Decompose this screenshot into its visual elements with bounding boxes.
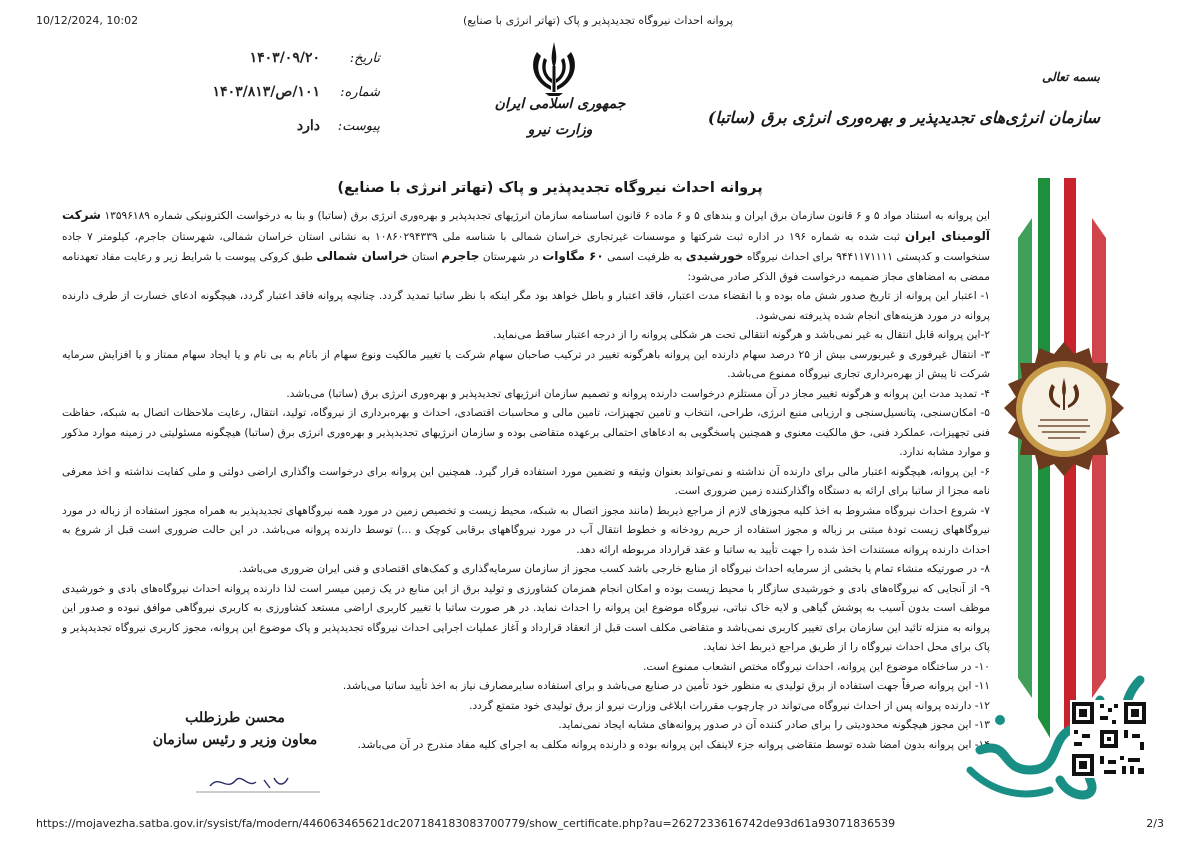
meta-date-row xyxy=(150,50,380,84)
document-body xyxy=(62,206,990,755)
letter-meta xyxy=(150,50,380,152)
meta-number-value: ۱۰۱/ص/۱۴۰۳/۸۱۳ xyxy=(212,84,320,100)
document-title: پروانه احداث نیروگاه تجدیدپذیر و پاک (تهاتر انرژی با صنایع) xyxy=(337,180,763,196)
plant-type: خورشیدی xyxy=(685,249,744,263)
clause: ۳- انتقال غیرفوری و غیربورسی بیش از ۲۵ درصد سهام دارنده این پروانه باهرگونه تغییر در ترکیب صاحبان سهام شرکت یا تغییر مالکیت ونوع سهام از بانام به بی نام و یا ایجاد سهام ممتاز و یا افزایش سرمایه شرکت تا پیش از بهره‌برداری تجاری نیروگاه ممنوع می‌باشد. xyxy=(62,348,990,380)
letterhead xyxy=(60,38,1140,168)
intro-part-6: طبق کروکی پیوست با شرایط زیر و رعایت مفاد تعهدنامه ممضی به امضاهای مجاز ضمیمه درخواست فوق الذکر صادر می‌شود: xyxy=(62,251,990,283)
intro-part-2: ثبت شده به شماره ۱۹۶ در اداره ثبت شرکتها و موسسات غیرتجاری خراسان شمالی با شناسه ملی ۱۰۸۶۰۲۹۴۳۳۹ به نشانی استان خراسان شمالی، شهرستان جاجرم، کیلومتر ۷ جاده سنخواست و کدپستی ۹۴۴۱۱۷۱۱۱۱ برای احداث نیروگاه xyxy=(62,230,991,263)
clause: ۸- در صورتیکه منشاء تمام یا بخشی از سرمایه احداث نیروگاه از منابع خارجی باشد کسب مجوز از سازمان سرمایه‌گذاری و کمک‌های اقتصادی و فنی ایران ضروری می‌باشد. xyxy=(238,563,990,575)
intro-part-4: در شهرستان xyxy=(482,251,539,263)
print-page-number: 2/3 xyxy=(1146,817,1164,830)
clause: ۱۳- این مجوز هیچگونه محدودیتی را برای صادر کننده آن در صدور پروانه‌های مشابه ایجاد نمی‌نماید. xyxy=(558,719,990,731)
clause: ۱۴- این پروانه بدون امضا شده توسط متقاضی پروانه جزء لاینفک این پروانه بوده و دارنده پروانه مکلف به اجرای کلیه مفاد مندرج در آن می‌باشد. xyxy=(357,738,990,751)
clause: ۱۲- دارنده پروانه پس از احداث نیروگاه می‌تواند در چارچوب مقررات ابلاغی وزارت نیرو از برق تولیدی خود متمتع گردد. xyxy=(469,699,990,712)
clause: ۵- امکان‌سنجی، پتانسیل‌سنجی و ارزیابی منبع انرژی، طراحی، انتخاب و تامین تجهیزات، تامین مالی و محاسبات اقتصادی، احداث و بهره‌برداری از نیروگاه، تولید، انتقال، رعایت ملاحظات اتصال به شبکه، حفاظت فنی تجهیزات، عملکرد فنی، حق مالکیت معنوی و همچنین پاسخگویی به ادعاهای احتمالی برعهده متقاضی بوده و سازمان انرژیهای تجدیدپذیر و بهره‌وری انرژی برق (ساتبا) هیچگونه مسئولیتی در زمینه موارد مذکور و موارد مشابه ندارد. xyxy=(62,407,990,458)
org-name: سازمان انرژی‌های تجدیدپذیر و بهره‌وری انرژی برق (ساتبا) xyxy=(707,108,1100,127)
clause: ۲-این پروانه قابل انتقال به غیر نمی‌باشد و هرگونه انتقالی تحت هر شکلی پروانه را از درجه اعتبار ساقط می‌نماید. xyxy=(493,329,990,341)
meta-date-value: ۱۴۰۳/۰۹/۲۰ xyxy=(249,50,320,66)
print-datetime: 10/12/2024, 10:02 xyxy=(36,14,139,27)
qr-code-icon xyxy=(1070,700,1148,778)
capacity: ۶۰ مگاوات xyxy=(542,249,604,263)
intro-part-3: به ظرفیت اسمی xyxy=(607,251,683,263)
print-header xyxy=(36,14,1160,32)
intro-part-5: استان xyxy=(411,251,438,263)
official-seal-icon xyxy=(994,340,1134,480)
province: خراسان شمالی xyxy=(316,249,409,263)
signatory-name: محسن طرزطلب xyxy=(185,710,285,726)
clause: ۱۱- این پروانه صرفاً جهت استفاده از برق تولیدی به منظور خود تأمین در صنایع می‌باشد و برای استفاده سایرمصارف نیاز به اخذ تأیید ساتبا می‌باشد. xyxy=(342,680,990,692)
clause: ۴- تمدید مدت این پروانه و هرگونه تغییر مجاز در آن مستلزم درخواست دارنده پروانه و تصمیم سازمان انرژیهای تجدیدپذیر و بهره‌وری انرژی برق (ساتبا) می‌باشد. xyxy=(286,387,990,400)
intro-paragraph xyxy=(62,206,990,287)
signature-scribble xyxy=(190,768,330,796)
print-url: https://mojavezha.satba.gov.ir/sysist/fa/modern/446063465621dc207184183083700779/show_certificate.php?au=2627233616742de93d61a93071836539 xyxy=(36,817,896,830)
meta-attachment-row xyxy=(150,118,380,152)
signatory-position: معاون وزیر و رئیس سازمان xyxy=(152,732,318,748)
emblem-block xyxy=(485,38,635,158)
intro-part-1: این پروانه به استناد مواد ۵ و ۶ قانون سازمان برق ایران و بندهای ۵ و ۶ ماده ۶ قانون اساسنامه سازمان انرژیهای تجدیدپذیر و بهره‌وری انرژی برق (ساتبا) و بنا به درخواست الکترونیکی شماره ۱۳۵۹۶۱۸۹ xyxy=(104,210,990,222)
emblem-ministry: وزارت نیرو xyxy=(527,122,593,138)
meta-attachment-value: دارد xyxy=(296,118,320,134)
meta-date-label: تاریخ: xyxy=(349,51,380,66)
clause: ۱- اعتبار این پروانه از تاریخ صدور شش ماه بوده و با انقضاء مدت اعتبار، فاقد اعتبار و باطل خواهد بود مگر اینکه با نظر ساتبا تمدید گردد. چنانچه پروانه فاقد اعتبار گردد، هیچگونه ادعای خسارت از طرف دارنده پروانه در مورد هزینه‌های انجام شده پذیرفته نمی‌شود. xyxy=(62,290,990,322)
print-page-title: پروانه احداث نیروگاه تجدیدپذیر و پاک (تهاتر انرژی با صنایع) xyxy=(462,14,734,27)
clause: ۱۰- در ساختگاه موضوع این پروانه، احداث نیروگاه مختص انشعاب ممنوع است. xyxy=(643,660,990,673)
clause: ۹- از آنجایی که نیروگاه‌های بادی و خورشیدی سازگار با محیط زیست بوده و امکان انجام همزمان کشاورزی و تولید برق از این منابع در یک زمین میسر است لذا دارنده پروانه احداث نیروگاه‌های بادی و خورشیدی موظف است بدون آسیب به پوشش گیاهی و لایه خاک نباتی، نیروگاه موضوع این پروانه را احداث نماید. در هر صورت ساتبا با تغییر کاربری اراضی مستعد کشاورزی به کاربری نیروگاهی موافق نبوده و صدور این پروانه به منزله تائید این سازمان برای تغییر کاربری نمی‌باشد و متقاضی مکلف است قبل از انعقاد قرارداد و آغاز عملیات اجرایی احداث نیروگاه تجدیدپذیر و پاک موضوع این پروانه، مجوز کاربری نیروگاه تجدیدپذیر و پاک برای محل احداث نیروگاه را از طریق مراجع ذیربط اخذ نماید. xyxy=(62,582,990,653)
signature-block xyxy=(150,710,320,748)
print-footer xyxy=(36,817,1164,833)
org-block xyxy=(708,70,1100,127)
emblem-country: جمهوری اسلامی ایران xyxy=(494,96,626,112)
company-prefix: شرکت xyxy=(62,208,101,222)
clause: ۷- شروع احداث نیروگاه مشروط به اخذ کلیه مجوزهای لازم از مراجع ذیربط (مانند مجوز اتصال به شبکه، محیط زیست و تخصیص زمین در مورد همه نیروگاههای تجدیدپذیر به همراه مجوز استفاده از زباله در مورد نیروگاههای زیست تودهٔ مبتنی بر زباله و مجوز استفاده از حریم رودخانه و خطوط انتقال آب در مورد نیروگاههای برقابی کوچک و ...) توسط دارنده پروانه می‌باشد. در این حالت ضروری است قبل از شروع به احداث دارنده پروانه مستندات اخذ شده را جهت تأیید به ساتبا و عقد قرارداد مربوطه ارائه دهد. xyxy=(62,504,990,556)
bismillah: بسمه تعالی xyxy=(1041,70,1100,84)
meta-number-row xyxy=(150,84,380,118)
company-name: آلومینای ایران xyxy=(904,228,990,243)
meta-number-label: شماره: xyxy=(340,85,380,100)
city: جاجرم xyxy=(441,249,480,263)
clause: ۶- این پروانه، هیچگونه اعتبار مالی برای دارنده آن نداشته و نمی‌تواند بعنوان وثیقه و تضمین مورد استفاده قرار گیرد. همچنین این پروانه برای درخواست واگذاری اراضی دولتی و ملی کفایت نداشته و اخذ معرفی نامه مجزا از ساتبا برای ارائه به دستگاه واگذارکننده زمین ضروری است. xyxy=(62,465,990,497)
iran-emblem-icon xyxy=(523,38,585,98)
meta-attachment-label: پیوست: xyxy=(337,119,380,134)
